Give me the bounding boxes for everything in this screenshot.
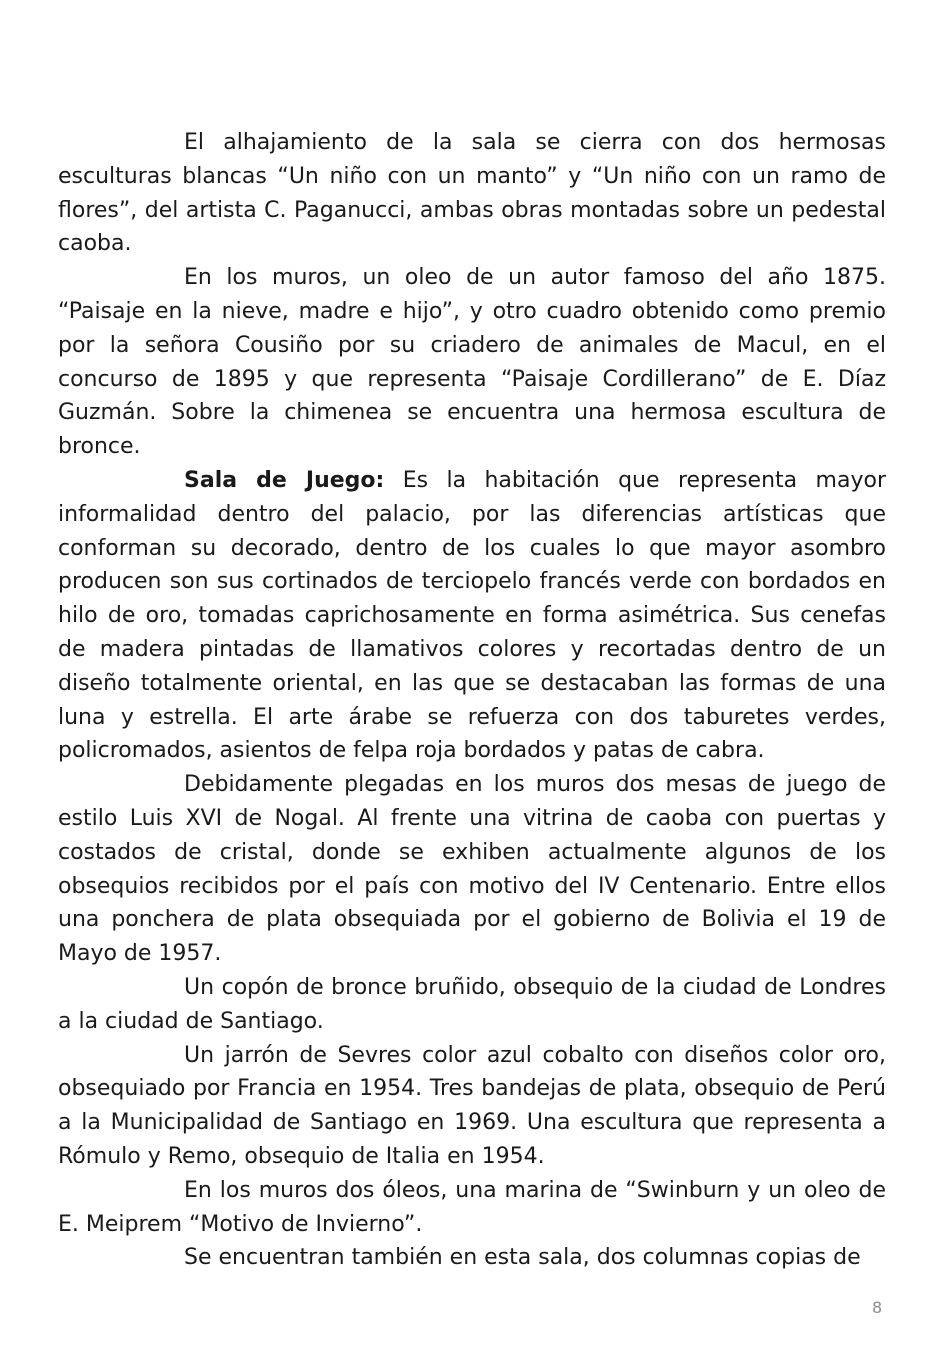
paragraph-3 [58,464,886,768]
paragraph-text: Debidamente plegadas en los muros dos mesas de juego de estilo Luis XVI de Nogal. Al frente una vitrina de caoba con puertas y costados de cristal, donde se exhiben actualmente algunos de los obsequios recibidos por el país con motivo del IV Centenario. Entre ellos una ponchera de plata obsequiada por el gobierno de Bolivia el 19 de Mayo de 1957. [58,772,886,967]
document-body [58,126,886,1275]
paragraph-text: En los muros, un oleo de un autor famoso del año 1875. “Paisaje en la nieve, madre e hijo”, y otro cuadro obtenido como premio por la señora Cousiño por su criadero de animales de Macul, en el concurso de 1895 y que representa “Paisaje Cordillerano” de E. Díaz Guzmán. Sobre la chimenea se encuentra una hermosa escultura de bronce. [58,265,886,460]
paragraph-4 [58,768,886,971]
paragraph-text: Un copón de bronce bruñido, obsequio de la ciudad de Londres a la ciudad de Santiago. [58,974,886,1034]
paragraph-text: Un jarrón de Sevres color azul cobalto con diseños color oro, obsequiado por Francia en 1954. Tres bandejas de plata, obsequio de Perú a la Municipalidad de Santiago en 1969. Una escultura que representa a Rómulo y Remo, obsequio de Italia en 1954. [58,1042,886,1169]
paragraph-1 [58,126,886,261]
paragraph-7 [58,1174,886,1242]
paragraph-6 [58,1039,886,1174]
paragraph-2 [58,261,886,464]
section-heading: Sala de Juego: [184,467,385,493]
paragraph-text: En los muros dos óleos, una marina de “Swinburn y un oleo de E. Meiprem “Motivo de Invierno”. [58,1177,886,1237]
paragraph-text: El alhajamiento de la sala se cierra con dos hermosas esculturas blancas “Un niño con un manto” y “Un niño con un ramo de flores”, del artista C. Paganucci, ambas obras montadas sobre un pedestal caoba. [58,130,886,257]
paragraph-5 [58,971,886,1039]
paragraph-text: Es la habitación que representa mayor informalidad dentro del palacio, por las diferencias artísticas que conforman su decorado, dentro de los cuales lo que mayor asombro producen son sus cortinados de terciopelo francés verde con bordados en hilo de oro, tomadas caprichosamente en forma asimétrica. Sus cenefas de madera pintadas de llamativos colores y recortadas dentro de un diseño totalmente oriental, en las que se destacaban las formas de una luna y estrella. El arte árabe se refuerza con dos taburetes verdes, policromados, asientos de felpa roja bordados y patas de cabra. [58,467,886,764]
paragraph-text: Se encuentran también en esta sala, dos columnas copias de [184,1245,861,1271]
page-number: 8 [872,1298,883,1317]
paragraph-8 [58,1241,886,1275]
